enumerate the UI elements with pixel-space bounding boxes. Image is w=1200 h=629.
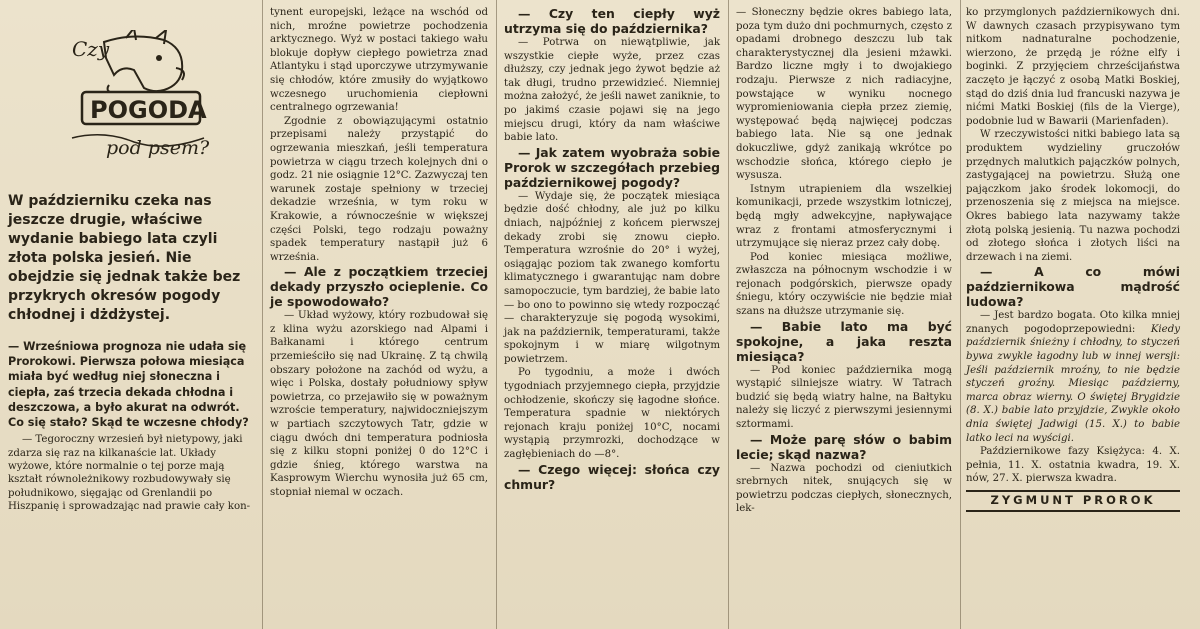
- column-1: [8, 178, 256, 514]
- paragraph: Pod koniec miesiąca możliwe, zwłaszcza na północnym wschodzie i w rejonach podgórskich, pierwsze opady śniegu, który oczywiście nie będzie miał szans na dłuższe utrzymanie się.: [736, 251, 952, 318]
- answer-september: — Tegoroczny wrzesień był nietypowy, jaki zdarza się raz na kilkanaście lat. Układy wyżowe, które normalnie o tej porze mają kształt równoleżnikowy rozbudowywały się południkowo, sięgając od Grenlandii po Hiszpanię i sprowadzając nad prawie cały kon-: [8, 434, 251, 513]
- column-divider: [262, 0, 263, 629]
- paragraph: W rzeczywistości nitki babiego lata są produktem wydzieliny gruczołów przędnych malutkich pajączków polnych, zastygającej na powietrzu. Służą one pajączkom jako środek lokomocji, do przenoszenia się z miejsca na miejsce. Okres babiego lata nazywamy także złotą polską jesienią. Tu nazwa pochodzi od złotego słońca i złotych liści na drzewach i na ziemi.: [966, 129, 1180, 263]
- question-folk-wisdom: — A co mówi październikowa mądrość ludowa?: [966, 264, 1180, 310]
- author-signature: ZYGMUNT PROROK: [966, 490, 1180, 512]
- column-3: [504, 6, 720, 492]
- paragraph: — Potrwa on niewątpliwie, jak wszystkie ciepłe wyże, przez czas dłuższy, czy jednak jego żywot będzie aż tak długi, trudno przewidzieć. Niemniej można założyć, że jeśli nawet zaniknie, to po jakimś czasie pojawi się na jego miejscu drugi, który da nam właściwe babie lato.: [504, 37, 720, 144]
- question-sun-or-clouds: — Czego więcej: słońca czy chmur?: [504, 461, 720, 492]
- pogoda-logo-dog-illustration: [64, 30, 214, 165]
- paragraph: Po tygodniu, a może i dwóch tygodniach przyjemnego ciepła, przyjdzie ochłodzenie, skończy się łagodne słońce. Temperatura spadnie w niektórych rejonach kraju poniżej 10°C, nocami wystąpią przymrozki, dochodzące w zagłębieniach do —8°.: [504, 367, 720, 461]
- column-divider: [496, 0, 497, 629]
- paragraph: — Wydaje się, że początek miesiąca będzie dość chłodny, ale już po kilku dniach, najpóźniej z końcem pierwszej dekady zrobi się znowu ciepło. Temperatura wzrośnie do 20° i wyżej, osiągając poziom tak zwanego komfortu klimatycznego i gwarantując nam dobre samopoczucie, tym bardziej, że babie lato — bo ono to powinno się wtedy rozpocząć — charakteryzuje się pogodą wysokimi, jak na październik, temperaturami, także spokojnym i w miarę wilgotnym powietrzem.: [504, 190, 720, 365]
- column-4: [736, 6, 952, 516]
- lead-paragraph: W październiku czeka nas jeszcze drugie, właściwe wydanie babiego lata czyli złota polska jesień. Nie obejdzie się jednak także bez przykrych okresów pogody chłodnej i dżdżystej.: [8, 193, 241, 323]
- question-september-forecast: — Wrześniowa prognoza nie udała się Prorokowi. Pierwsza połowa miesiąca miała być według niej słoneczna i ciepła, zaś trzecia dekada chłodna i deszczowa, a było akurat na odwrót. Co się stało? Skąd te wczesne chłody?: [8, 340, 249, 430]
- question-name-origin: — Może parę słów o babim lecie; skąd nazwa?: [736, 431, 952, 462]
- column-divider: [960, 0, 961, 629]
- folk-intro: — Jest bardzo bogata. Oto kilka mniej znanych pogodoprzepowiedni:: [966, 310, 1180, 335]
- paragraph: ko przymglonych październikowych dni. W dawnych czasach przypisywano tym nitkom nadnaturalne pochodzenie, wierzono, że przędą je różne elfy i boginki. Z przyjęciem chrześcijaństwa zaczęto je łączyć z osobą Matki Boskiej, stąd do dziś dnia lud francuski nazywa je nićmi Matki Boskiej (fils de la Vierge), podobnie lud w Bawarii (Marienfaden).: [966, 7, 1180, 127]
- paragraph: Istnym utrapieniem dla wszelkiej komunikacji, przede wszystkim lotniczej, będą mgły adwekcyjne, napływające wraz z frontami atmosferycznymi i utrzymujące się nieraz przez cały dobę.: [736, 183, 952, 250]
- folk-sayings: Kiedy październik śnieżny i chłodny, to styczeń bywa zwykle łagodny lub w innej wersji: Jeśli październik mroźny, to nie będzie styczeń groźny. Miesiąc październy, marca obraz wierny. O świętej Brygidzie (8. X.) babie lato przyjdzie, Zwykle około dnia świętej Jadwigi (15. X.) to babie latko leci na wyścigi.: [966, 323, 1180, 444]
- column-5: [966, 6, 1180, 512]
- question-warming: — Ale z początkiem trzeciej dekady przyszło ocieplenie. Co je spowodowało?: [270, 264, 488, 310]
- question-warm-high: — Czy ten ciepły wyż utrzyma się do października?: [504, 6, 720, 36]
- paragraph: — Nazwa pochodzi od cieniutkich srebrnych nitek, snujących się w powietrzu podczas ciepłych, słonecznych, lek-: [736, 462, 952, 515]
- paragraph: — Słoneczny będzie okres babiego lata, poza tym dużo dni pochmurnych, często z opadami drobnego deszczu lub tak charakterystycznej dla jesieni mżawki. Bardzo liczne mgły i to dwojakiego rodzaju. Pierwsze z nich radiacyjne, powstające w wyniku nocnego wypromieniowania ciepła przez ziemię, występować będą najwięcej podczas babiego lata. Nie są one jednak dokuczliwe, gdyż zanikają wkrótce po wschodzie słońca, którego ciepło je wysusza.: [736, 7, 952, 182]
- logo-word-czy: Czy: [72, 37, 110, 61]
- paragraph: tynent europejski, leżące na wschód od nich, mroźne powietrze pochodzenia arktycznego. Wyż w postaci takiego wału blokuje dopływ ciepłego powietrza znad Atlantyku i stąd uporczywe utrzymywanie się chłodów, które zmusiły do wyjątkowo wczesnego uruchomienia ciepłowni centralnego ogrzewania!: [270, 7, 488, 114]
- column-divider: [728, 0, 729, 629]
- logo-word-pod-psem: pod psem?: [106, 137, 210, 159]
- paragraph: Zgodnie z obowiązującymi ostatnio przepisami należy przystąpić do ogrzewania mieszkań, jeśli temperatura powietrza w ciągu trzech kolejnych dni o godz. 21 nie osiągnie 12°C. Zazwyczaj ten warunek zostaje spełniony w trzeciej dekadzie września, w tym roku w Krakowie, a równocześnie w większej części Polski, tego rodzaju poważny spadek temperatury nastąpił już 6 września.: [270, 115, 488, 263]
- column-2: [270, 6, 488, 500]
- paragraph: — Układ wyżowy, który rozbudował się z klina wyżu azorskiego nad Alpami i Bałkanami i którego centrum przemieściło się nad Ukrainę. Z tą chwilą obszary położone na zachód od wyżu, a więc i Polska, dostały południowy spływ powietrza, co przejawiło się w poważnym wzroście temperatury, najwidoczniejszym w partiach szczytowych Tatr, gdzie w ciągu dwóch dni temperatura podniosła się z kilku stopni poniżej 0 do 12°C i gdzie śnieg, którego warstwa na Kasprowym Wierchu wynosiła już 65 cm, stopniał niemal w oczach.: [270, 310, 488, 498]
- logo-word-pogoda: POGODA: [90, 96, 207, 124]
- paragraph: — Pod koniec października mogą wystąpić silniejsze wiatry. W Tatrach budzić się będą wiatry halne, na Bałtyku należy się liczyć z pierwszymi jesiennymi sztormami.: [736, 364, 952, 431]
- paragraph: [966, 309, 1180, 445]
- question-october-weather: — Jak zatem wyobraża sobie Prorok w szczegółach przebieg październikowej pogody?: [504, 144, 720, 190]
- question-rest-of-month: — Babie lato ma być spokojne, a jaka reszta miesiąca?: [736, 318, 952, 364]
- paragraph: Październikowe fazy Księżyca: 4. X. pełnia, 11. X. ostatnia kwadra, 19. X. nów, 27. X. pierwsza kwadra.: [966, 446, 1180, 485]
